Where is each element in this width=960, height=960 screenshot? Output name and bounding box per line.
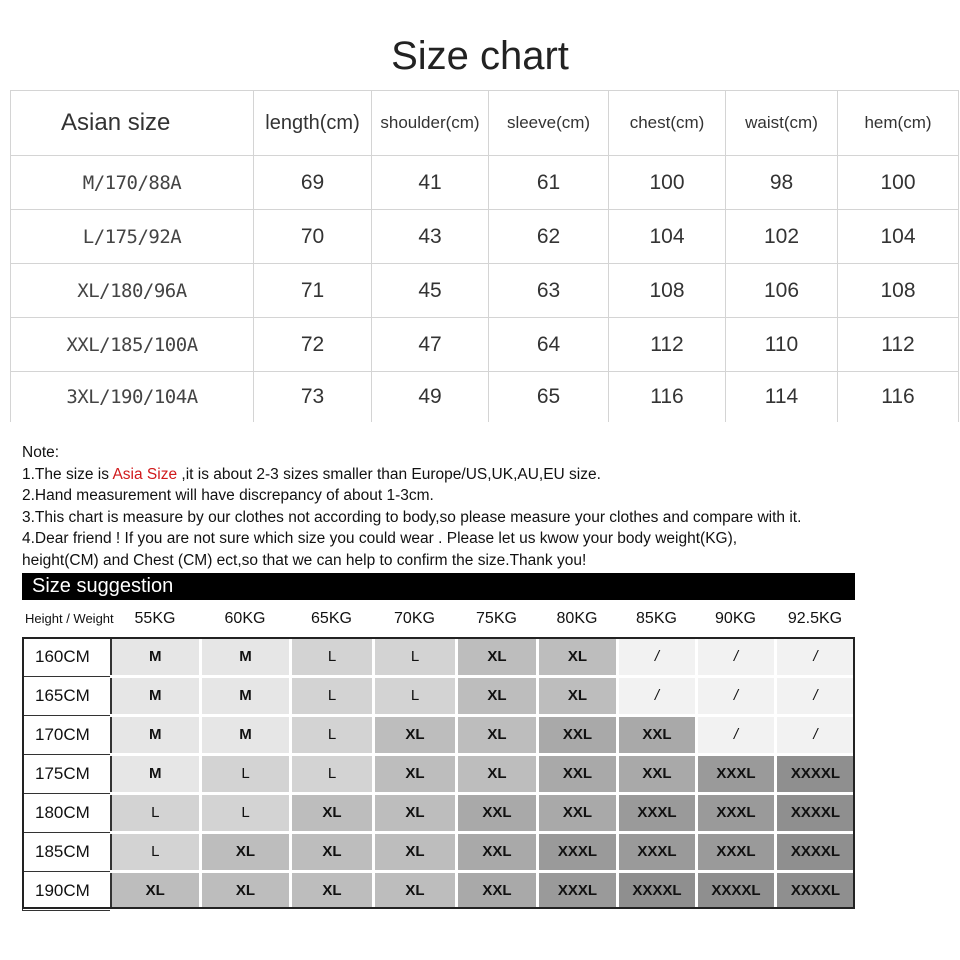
size-cell: XL/180/96A — [11, 264, 254, 318]
suggested-size-cell: L — [111, 793, 201, 832]
note-1 — [22, 464, 801, 486]
note-4: 4.Dear friend ! If you are not sure which size you could wear . Please let us kwow your body weight(KG), — [22, 530, 738, 547]
suggested-size-cell: L — [291, 639, 374, 677]
height-label: 170CM — [23, 715, 111, 754]
table-row — [23, 793, 856, 832]
length-cell: 73 — [254, 372, 372, 423]
length-cell: 72 — [254, 318, 372, 372]
suggested-size-cell: L — [201, 793, 291, 832]
suggested-size-cell: XL — [291, 793, 374, 832]
suggested-size-cell: XL — [201, 832, 291, 871]
hem-cell: 100 — [838, 156, 959, 210]
suggested-size-cell: XXXL — [538, 871, 618, 910]
suggested-size-cell: XL — [374, 793, 457, 832]
shoulder-cell: 49 — [372, 372, 489, 423]
suggested-size-cell: L — [111, 832, 201, 871]
suggested-size-cell: XXXXL — [776, 793, 856, 832]
note-4-continued: height(CM) and Chest (CM) ect,so that we can help to confirm the size.Thank you! — [22, 551, 587, 569]
note-2: 2.Hand measurement will have discrepancy of about 1-3cm. — [22, 487, 434, 504]
header-waist: waist(cm) — [726, 91, 838, 156]
suggested-size-cell: XXXXL — [618, 871, 697, 910]
shoulder-cell: 43 — [372, 210, 489, 264]
suggested-size-cell: M — [201, 676, 291, 715]
suggested-size-cell: XL — [538, 639, 618, 677]
sleeve-cell: 65 — [489, 372, 609, 423]
length-cell: 69 — [254, 156, 372, 210]
suggested-size-cell: / — [618, 676, 697, 715]
hem-cell: 116 — [838, 372, 959, 423]
notes-block — [22, 442, 801, 571]
notes-heading: Note: — [22, 444, 60, 461]
height-label: 165CM — [23, 676, 111, 715]
size-chart-table — [10, 90, 959, 422]
suggested-size-cell: XXL — [457, 832, 538, 871]
suggested-size-cell: XL — [111, 871, 201, 910]
chest-cell: 116 — [609, 372, 726, 423]
suggested-size-cell: XL — [457, 676, 538, 715]
note-3: 3.This chart is measure by our clothes not according to body,so please measure your clothes and compare with it. — [22, 508, 802, 526]
table-row — [11, 318, 959, 372]
weight-header: 70KG — [394, 610, 435, 627]
suggested-size-cell: XL — [457, 754, 538, 793]
note-1-highlight: Asia Size — [112, 465, 178, 483]
weight-header: 92.5KG — [787, 610, 843, 627]
suggested-size-cell: XL — [201, 871, 291, 910]
suggested-size-cell: XXL — [538, 715, 618, 754]
waist-cell: 98 — [726, 156, 838, 210]
size-table-header-row — [11, 91, 959, 156]
suggested-size-cell: XXL — [457, 871, 538, 910]
suggested-size-cell: / — [776, 715, 856, 754]
waist-cell: 106 — [726, 264, 838, 318]
suggested-size-cell: XL — [374, 832, 457, 871]
waist-cell: 102 — [726, 210, 838, 264]
suggested-size-cell: / — [776, 676, 856, 715]
suggested-size-cell: XXL — [538, 793, 618, 832]
header-sleeve: sleeve(cm) — [489, 91, 609, 156]
header-asian-size: Asian size — [11, 91, 254, 156]
suggested-size-cell: XXL — [618, 715, 697, 754]
suggested-size-cell: L — [291, 754, 374, 793]
hem-cell: 104 — [838, 210, 959, 264]
suggested-size-cell: L — [291, 715, 374, 754]
suggested-size-cell: XXXL — [697, 793, 776, 832]
height-label: 180CM — [23, 793, 111, 832]
table-row — [23, 639, 856, 677]
suggested-size-cell: XXL — [457, 793, 538, 832]
suggested-size-cell: XXXXL — [776, 832, 856, 871]
suggested-size-cell: / — [697, 715, 776, 754]
sleeve-cell: 62 — [489, 210, 609, 264]
waist-cell: 114 — [726, 372, 838, 423]
table-row — [23, 871, 856, 910]
weight-header: 85KG — [636, 610, 677, 627]
suggested-size-cell: L — [291, 676, 374, 715]
weight-header: 90KG — [715, 610, 756, 627]
suggested-size-cell: M — [111, 639, 201, 677]
suggested-size-cell: XL — [538, 676, 618, 715]
sleeve-cell: 64 — [489, 318, 609, 372]
chest-cell: 100 — [609, 156, 726, 210]
weight-header: 55KG — [134, 610, 176, 627]
header-chest: chest(cm) — [609, 91, 726, 156]
hem-cell: 108 — [838, 264, 959, 318]
suggested-size-cell: XXXL — [618, 793, 697, 832]
suggested-size-cell: XXL — [618, 754, 697, 793]
chest-cell: 112 — [609, 318, 726, 372]
height-weight-corner-label: Height / Weight — [25, 611, 114, 626]
suggested-size-cell: L — [374, 676, 457, 715]
suggested-size-cell: M — [111, 715, 201, 754]
shoulder-cell: 41 — [372, 156, 489, 210]
weight-header: 80KG — [556, 610, 598, 627]
table-row — [11, 372, 959, 423]
size-cell: L/175/92A — [11, 210, 254, 264]
header-hem: hem(cm) — [838, 91, 959, 156]
suggested-size-cell: XXXL — [538, 832, 618, 871]
suggested-size-cell: XXXXL — [776, 871, 856, 910]
table-row — [11, 264, 959, 318]
suggested-size-cell: L — [374, 639, 457, 677]
suggested-size-cell: XXXXL — [776, 754, 856, 793]
note-1-text: 1.The size is — [22, 465, 113, 483]
page-title: Size chart — [391, 34, 569, 78]
size-cell: XXL/185/100A — [11, 318, 254, 372]
header-length: length(cm) — [254, 91, 372, 156]
suggested-size-cell: L — [201, 754, 291, 793]
suggested-size-cell: XXXL — [618, 832, 697, 871]
length-cell: 70 — [254, 210, 372, 264]
hem-cell: 112 — [838, 318, 959, 372]
suggested-size-cell: XL — [374, 754, 457, 793]
height-label: 185CM — [23, 832, 111, 871]
suggested-size-cell: M — [111, 754, 201, 793]
shoulder-cell: 45 — [372, 264, 489, 318]
height-label: 160CM — [23, 639, 111, 677]
weight-header: 75KG — [476, 610, 517, 627]
table-row — [11, 210, 959, 264]
suggested-size-cell: XL — [291, 871, 374, 910]
table-row — [23, 676, 856, 715]
suggested-size-cell: XXL — [538, 754, 618, 793]
size-cell: M/170/88A — [11, 156, 254, 210]
suggested-size-cell: / — [697, 676, 776, 715]
suggested-size-cell: / — [776, 639, 856, 677]
suggested-size-cell: M — [201, 715, 291, 754]
shoulder-cell: 47 — [372, 318, 489, 372]
header-shoulder: shoulder(cm) — [372, 91, 489, 156]
suggested-size-cell: / — [618, 639, 697, 677]
sleeve-cell: 61 — [489, 156, 609, 210]
size-suggestion-title: Size suggestion — [22, 573, 855, 600]
table-row — [23, 832, 856, 871]
suggested-size-cell: XL — [457, 715, 538, 754]
table-row — [23, 754, 856, 793]
weight-header: 65KG — [311, 610, 352, 627]
note-1-text-end: ,it is about 2-3 sizes smaller than Europe/US,UK,AU,EU size. — [177, 465, 601, 483]
chest-cell: 104 — [609, 210, 726, 264]
table-row — [11, 156, 959, 210]
weight-header: 60KG — [224, 610, 266, 627]
suggested-size-cell: XL — [291, 832, 374, 871]
height-label: 175CM — [23, 754, 111, 793]
size-suggestion-table — [22, 638, 857, 912]
waist-cell: 110 — [726, 318, 838, 372]
sleeve-cell: 63 — [489, 264, 609, 318]
height-label: 190CM — [23, 871, 111, 910]
suggested-size-cell: XL — [457, 639, 538, 677]
suggested-size-cell: M — [111, 676, 201, 715]
suggested-size-cell: / — [697, 639, 776, 677]
length-cell: 71 — [254, 264, 372, 318]
suggested-size-cell: XL — [374, 871, 457, 910]
suggested-size-cell: XXXL — [697, 832, 776, 871]
suggested-size-cell: XXXL — [697, 754, 776, 793]
size-cell: 3XL/190/104A — [11, 372, 254, 423]
table-row — [23, 715, 856, 754]
chest-cell: 108 — [609, 264, 726, 318]
suggested-size-cell: XL — [374, 715, 457, 754]
suggested-size-cell: M — [201, 639, 291, 677]
suggested-size-cell: XXXXL — [697, 871, 776, 910]
